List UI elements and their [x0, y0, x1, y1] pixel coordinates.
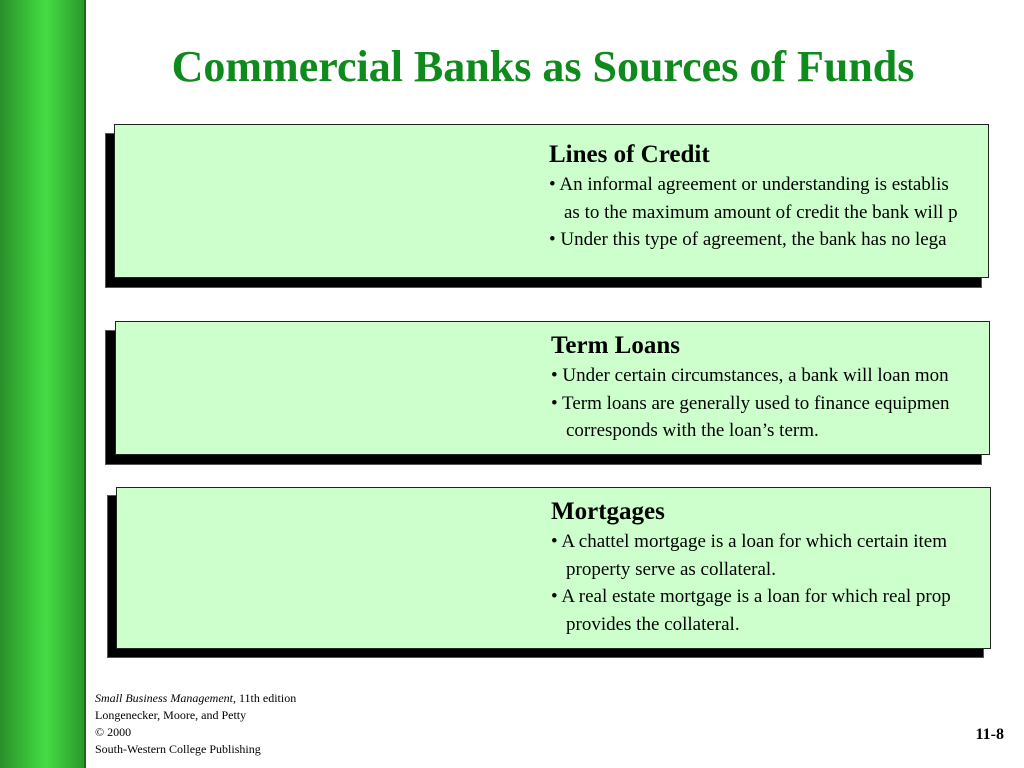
- card-panel: [115, 321, 990, 455]
- bullet-line: provides the collateral.: [566, 613, 740, 635]
- card-panel: [114, 124, 989, 278]
- card-content: [549, 141, 958, 254]
- section-heading: Term Loans: [551, 332, 680, 359]
- page-number: 11-8: [975, 726, 1004, 743]
- section-heading: Lines of Credit: [549, 141, 710, 168]
- bullet-line: • Term loans are generally used to finance equipmen: [551, 392, 950, 414]
- card-content: [551, 332, 950, 445]
- card-panel: [116, 487, 991, 649]
- slide-title: Commercial Banks as Sources of Funds: [171, 42, 915, 91]
- bullet-line: • Under certain circumstances, a bank will loan mon: [551, 365, 949, 386]
- footer-copyright: © 2000: [95, 725, 132, 739]
- card-content: [551, 498, 951, 638]
- footer-citation: [95, 690, 296, 758]
- footer-authors: Longenecker, Moore, and Petty: [95, 708, 247, 722]
- book-title: Small Business Management: [95, 691, 233, 705]
- footer-book-line: [95, 690, 296, 707]
- green-sidebar: [0, 0, 86, 768]
- bullet-line: • Under this type of agreement, the bank has no lega: [549, 229, 947, 250]
- bullet-line: property serve as collateral.: [566, 558, 776, 580]
- bullet-line: as to the maximum amount of credit the bank will p: [564, 201, 958, 223]
- bullet-line: • A chattel mortgage is a loan for which certain item: [551, 531, 948, 552]
- section-heading: Mortgages: [551, 498, 665, 525]
- footer-publisher: South-Western College Publishing: [95, 742, 261, 756]
- bullet-line: • An informal agreement or understanding is establis: [549, 174, 949, 195]
- edition-text: , 11th edition: [232, 691, 297, 705]
- bullet-line: corresponds with the loan’s term.: [566, 420, 819, 441]
- bullet-line: • A real estate mortgage is a loan for which real prop: [551, 586, 951, 607]
